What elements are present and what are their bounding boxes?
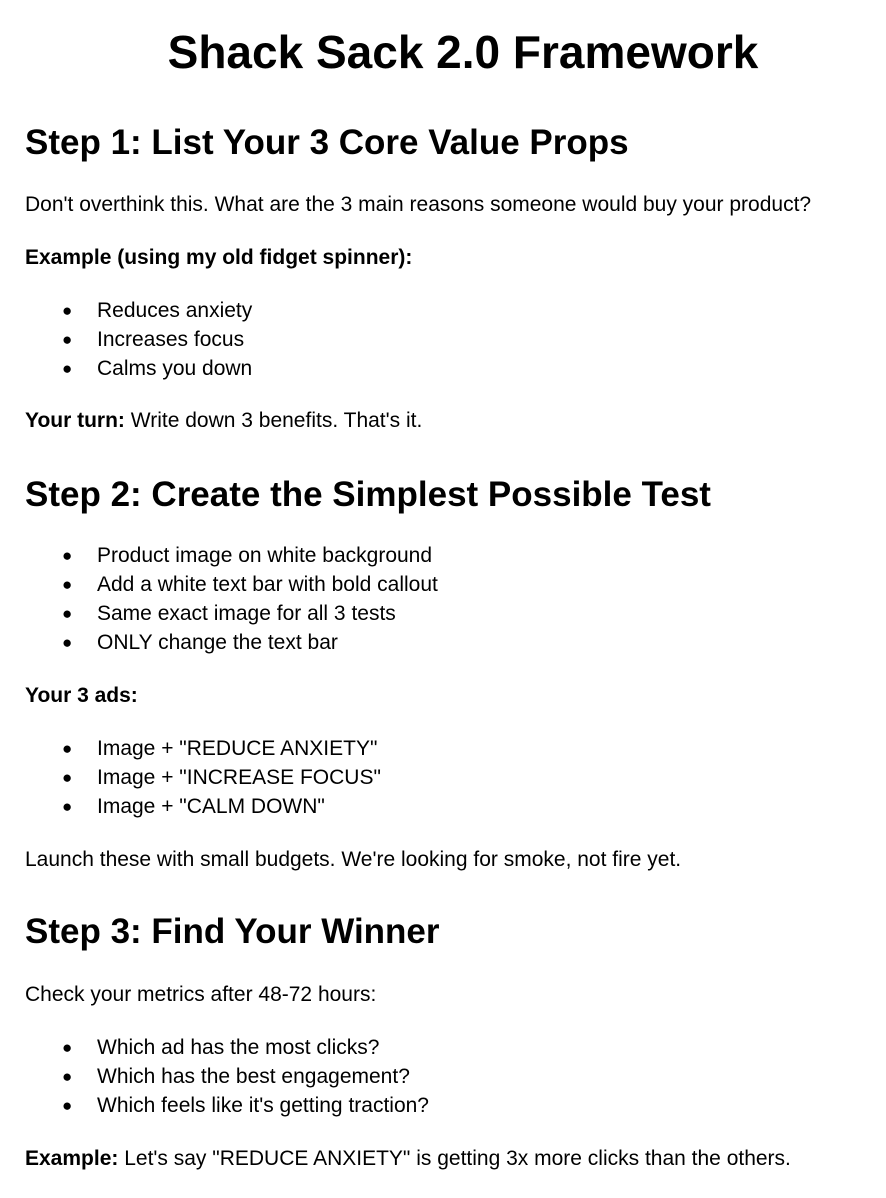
list-item: Which ad has the most clicks? (97, 1036, 380, 1059)
bullet-icon: ● (62, 739, 73, 758)
step2-ads-label: Your 3 ads: (25, 684, 138, 707)
step1-heading: Step 1: List Your 3 Core Value Props (25, 123, 629, 162)
list-item: Image + "INCREASE FOCUS" (97, 766, 381, 789)
bullet-icon: ● (62, 604, 73, 623)
bullet-icon: ● (62, 1096, 73, 1115)
step1-intro: Don't overthink this. What are the 3 main reasons someone would buy your product? (25, 193, 812, 216)
list-item: Which feels like it's getting traction? (97, 1094, 429, 1117)
list-item: Add a white text bar with bold callout (97, 573, 438, 596)
list-item: Same exact image for all 3 tests (97, 602, 396, 625)
bullet-icon: ● (62, 633, 73, 652)
step1-your-turn (25, 408, 422, 434)
bullet-icon: ● (62, 797, 73, 816)
list-item: Image + "REDUCE ANXIETY" (97, 737, 378, 760)
document-title: Shack Sack 2.0 Framework (167, 26, 759, 78)
list-item: Image + "CALM DOWN" (97, 795, 325, 818)
step3-example (25, 1146, 791, 1172)
step2-heading: Step 2: Create the Simplest Possible Test (25, 475, 711, 514)
bullet-icon: ● (62, 575, 73, 594)
bullet-icon: ● (62, 1038, 73, 1057)
list-item: Which has the best engagement? (97, 1065, 410, 1088)
example-label: Example: (25, 1147, 119, 1170)
example-text: Let's say "REDUCE ANXIETY" is getting 3x more clicks than the others. (118, 1147, 791, 1170)
list-item: Increases focus (97, 328, 245, 351)
bullet-icon: ● (62, 330, 73, 349)
list-item: Reduces anxiety (97, 299, 253, 322)
step3-intro: Check your metrics after 48-72 hours: (25, 983, 377, 1006)
step1-example-label: Example (using my old fidget spinner): (25, 246, 413, 269)
bullet-icon: ● (62, 301, 73, 320)
step2-outro: Launch these with small budgets. We're looking for smoke, not fire yet. (25, 848, 682, 871)
bullet-icon: ● (62, 546, 73, 565)
list-item: Calms you down (97, 357, 253, 380)
your-turn-label: Your turn: (25, 409, 125, 432)
step3-heading: Step 3: Find Your Winner (25, 912, 440, 951)
list-item: Product image on white background (97, 544, 433, 567)
your-turn-text: Write down 3 benefits. That's it. (124, 409, 423, 432)
bullet-icon: ● (62, 768, 73, 787)
bullet-icon: ● (62, 359, 73, 378)
list-item: ONLY change the text bar (97, 631, 338, 654)
bullet-icon: ● (62, 1067, 73, 1086)
